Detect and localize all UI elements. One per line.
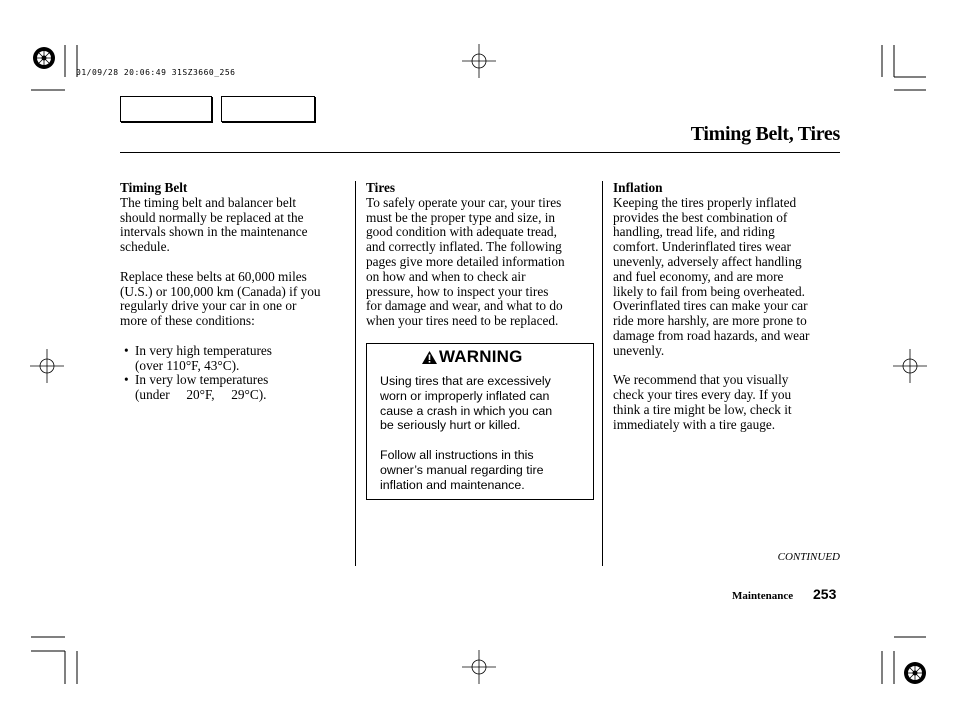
timing-belt-heading: Timing Belt <box>120 180 188 195</box>
tires-line: pressure, how to inspect your tires <box>366 283 549 299</box>
page-number: 253 <box>813 586 837 602</box>
inflation-line: ride more harshly, are more prone to <box>613 313 807 329</box>
inflation-line: unevenly, adversely affect handling <box>613 253 802 269</box>
bullet-item-high-temp <box>120 344 350 374</box>
inflation-line: Overinflated tires can make your car <box>613 298 808 314</box>
tires-line: To safely operate your car, your tires <box>366 194 562 210</box>
tires-line: and correctly inflated. The following <box>366 239 562 255</box>
warning-box <box>366 343 594 500</box>
timing-belt-line: should normally be replaced at the <box>120 209 304 225</box>
bullet-marker: • <box>124 372 129 388</box>
registration-target-bottom <box>462 650 496 684</box>
inflation-line: handling, tread life, and riding <box>613 224 775 240</box>
inflation-line: Keeping the tires properly inflated <box>613 194 797 210</box>
tires-line: for damage and wear, and what to do <box>366 298 563 314</box>
registration-target-top <box>462 44 496 78</box>
column-divider-2 <box>602 181 603 566</box>
tires-line: pages give more detailed information <box>366 253 565 269</box>
inflation-line: think a tire might be low, check it <box>613 401 792 417</box>
section-tab-box-2 <box>221 96 315 122</box>
color-bar-rosette-top-left <box>33 47 55 69</box>
bullet-line: (under 20°F, 29°C). <box>135 387 267 403</box>
warning-line: Follow all instructions in this <box>380 447 534 462</box>
bullet-line: In very high temperatures <box>135 342 272 358</box>
inflation-heading: Inflation <box>613 180 663 195</box>
section-tab-box-1 <box>120 96 212 122</box>
warning-line: be seriously hurt or killed. <box>380 418 521 433</box>
timing-belt-line: regularly drive your car in one or <box>120 298 297 314</box>
page-title: Timing Belt, Tires <box>690 123 840 145</box>
warning-text <box>380 374 585 492</box>
column-divider-1 <box>355 181 356 566</box>
inflation-line: immediately with a tire gauge. <box>613 416 776 432</box>
tires-line: when your tires need to be replaced. <box>366 313 559 329</box>
timing-belt-line: (U.S.) or 100,000 km (Canada) if you <box>120 283 321 299</box>
inflation-line: unevenly. <box>613 342 665 358</box>
inflation-line: We recommend that you visually <box>613 372 789 388</box>
warning-triangle-icon <box>422 351 437 364</box>
bullet-marker: • <box>124 342 129 358</box>
continued-label: CONTINUED <box>777 551 840 563</box>
registration-target-left <box>30 349 64 383</box>
tires-line: must be the proper type and size, in <box>366 209 556 225</box>
timing-belt-line: intervals shown in the maintenance <box>120 224 308 240</box>
timing-belt-line: schedule. <box>120 239 170 255</box>
tires-line: on how and when to check air <box>366 268 526 284</box>
footer-section-name: Maintenance <box>732 590 794 602</box>
bullet-line: In very low temperatures <box>135 372 269 388</box>
timing-belt-line: The timing belt and balancer belt <box>120 194 297 210</box>
warning-line: worn or improperly inflated can <box>380 388 550 403</box>
registration-target-right <box>893 349 927 383</box>
bullet-item-low-temp <box>120 373 350 403</box>
warning-line: Using tires that are excessively <box>380 374 551 388</box>
warning-title: WARNING <box>439 347 523 366</box>
timing-belt-column <box>120 181 350 403</box>
tires-column <box>366 181 598 329</box>
warning-header <box>422 347 523 367</box>
inflation-line: and fuel economy, and are more <box>613 268 784 284</box>
color-bar-rosette-bottom-right <box>904 662 926 684</box>
inflation-line: provides the best combination of <box>613 209 788 225</box>
timing-belt-line: more of these conditions: <box>120 313 255 329</box>
inflation-line: comfort. Underinflated tires wear <box>613 239 791 255</box>
tires-heading: Tires <box>366 180 396 195</box>
print-job-code: 01/09/28 20:06:49 31SZ3660_256 <box>76 68 236 77</box>
warning-line: cause a crash in which you can <box>380 403 553 418</box>
tires-line: good condition with adequate tread, <box>366 224 557 240</box>
timing-belt-line: Replace these belts at 60,000 miles <box>120 268 307 284</box>
inflation-line: damage from road hazards, and wear <box>613 327 810 343</box>
inflation-column <box>613 181 843 433</box>
warning-line: inflation and maintenance. <box>380 477 525 492</box>
title-rule <box>120 152 840 153</box>
inflation-line: likely to fail from being overheated. <box>613 283 805 299</box>
bullet-line: (over 110°F, 43°C). <box>135 357 240 373</box>
inflation-line: check your tires every day. If you <box>613 387 792 403</box>
warning-line: owner’s manual regarding tire <box>380 462 544 477</box>
